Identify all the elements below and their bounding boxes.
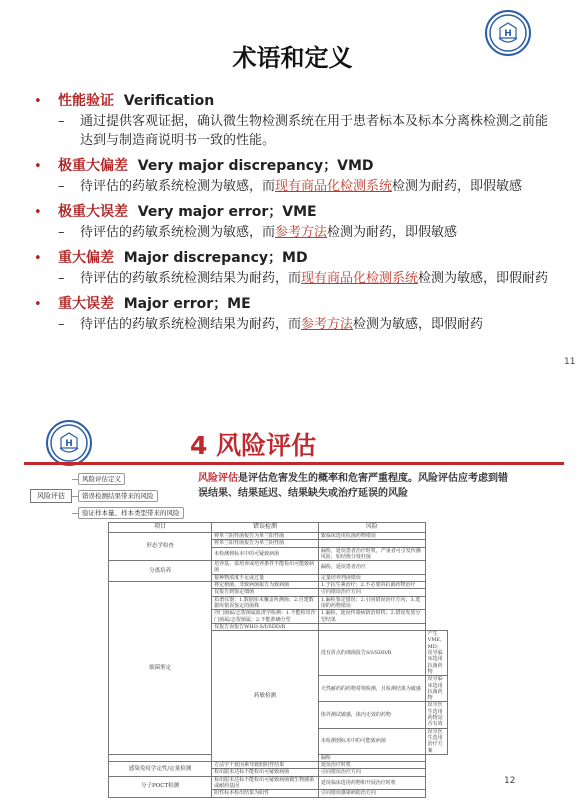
page-title: 4 风险评估 bbox=[190, 431, 317, 460]
table-cell-error: 阴性标本检出结果为阳性 bbox=[212, 790, 319, 797]
table-cell-risk: 致临床选用抗菌药物错误 bbox=[318, 533, 425, 540]
bullet-icon: • bbox=[34, 205, 42, 220]
table-cell-risk: 产生VME、MD；误导临床选用抗菌药物 bbox=[425, 631, 447, 676]
dash-icon: – bbox=[58, 225, 65, 240]
table-cell-error: 检出限未达标不能检出可疑致病菌 bbox=[212, 769, 319, 776]
term-cn: 重大偏差 bbox=[58, 250, 114, 266]
table-cell-error: 方法学干扰因素导致假阴性结果 bbox=[212, 762, 319, 769]
definition-term bbox=[34, 247, 554, 267]
table-row bbox=[109, 762, 448, 769]
risk-table bbox=[108, 522, 448, 798]
table-cell-error: 仅报告到鉴定细菌 bbox=[212, 589, 319, 596]
term-cn: 极重大偏差 bbox=[58, 158, 128, 174]
mindmap-root: 风险评估 bbox=[30, 489, 72, 503]
term-cn: 重大误差 bbox=[58, 296, 114, 312]
title-divider bbox=[24, 462, 564, 465]
table-cell-category: 细菌鉴定 bbox=[109, 582, 212, 755]
definition-term bbox=[34, 201, 554, 221]
table-row bbox=[109, 561, 448, 575]
slide-12 bbox=[0, 398, 585, 808]
bullet-icon: • bbox=[34, 94, 42, 109]
table-cell-error: 未检测到标本中的可疑致病菌 bbox=[212, 547, 319, 561]
hospital-logo bbox=[46, 420, 92, 466]
bullet-icon: • bbox=[34, 297, 42, 312]
table-row bbox=[109, 776, 448, 790]
table-cell-error: 天然耐药的药物常规检测，且检测结果为敏感 bbox=[318, 676, 425, 702]
table-cell-risk: 引向错误治疗方向 bbox=[318, 589, 425, 596]
mindmap-node: 风险评估定义 bbox=[78, 473, 125, 485]
term-en: Major discrepancy；MD bbox=[123, 250, 308, 266]
table-cell-error: 质谱仪器：1.数据库未覆盖所测菌；2.自建数据库错误鉴定的菌株 bbox=[212, 596, 319, 610]
mindmap bbox=[30, 472, 200, 522]
definition-desc: – 待评估的药敏系统检测结果为耐药，而现有商品化检测系统检测为敏感，即假耐药 bbox=[58, 271, 549, 286]
table-cell-risk: 漏检 bbox=[318, 754, 425, 761]
table-cell-category: 感染免疫学定性/定量检测 bbox=[109, 762, 212, 777]
table-cell-error: 未检测到标本中的可能致病菌 bbox=[318, 728, 425, 754]
dash-icon: – bbox=[58, 317, 65, 332]
table-cell-risk: 延误治疗时机 bbox=[318, 762, 425, 769]
definition-desc: – 通过提供客观证据，确认微生物检测系统在用于患者标本及标本分离株检测之前能达到与制造商说明书一致的性能。 bbox=[58, 114, 549, 148]
definition-desc: – 待评估的药敏系统检测为敏感，而参考方法检测为耐药，即假敏感 bbox=[58, 225, 458, 240]
table-cell-category: 分离培养 bbox=[109, 561, 212, 582]
table-cell-risk: 误导医生选用药物是否有效 bbox=[425, 702, 447, 728]
dash-icon: – bbox=[58, 179, 65, 194]
table-cell-risk bbox=[318, 540, 425, 547]
svg-text:H: H bbox=[65, 439, 73, 449]
table-cell-error: 检出限未达标不能检出可疑致病菌微生物感染或耐药基因 bbox=[212, 776, 319, 790]
page-number: 12 bbox=[504, 776, 516, 786]
page-number: 11 bbox=[564, 357, 576, 367]
table-cell-error: 接种物浓度不足或过量 bbox=[212, 574, 319, 581]
dash-icon: – bbox=[58, 114, 65, 129]
table-cell-error: 将革兰阴性菌报告为革兰阳性菌 bbox=[212, 533, 319, 540]
mindmap-node: 错误检测结果带来的风险 bbox=[78, 490, 158, 502]
table-cell-error: 仅报告误报告WHO-S/I/SDD/R bbox=[212, 623, 319, 630]
table-cell-risk bbox=[318, 623, 425, 630]
table-cell-risk: 引向错误感染病防治方向 bbox=[318, 790, 425, 797]
table-cell-error bbox=[109, 754, 212, 761]
table-row bbox=[109, 533, 448, 540]
definitions-list bbox=[34, 88, 554, 339]
table-cell-risk: 1.漏检鉴定错误；2.引向错误治疗方向；3.选用的药物错误 bbox=[318, 596, 425, 610]
table-cell-error: 体外测试敏感，体内无效的药物 bbox=[318, 702, 425, 728]
risk-table-body bbox=[109, 533, 448, 798]
definition-desc: – 待评估的药敏系统检测为敏感，而现有商品化检测系统检测为耐药，即假敏感 bbox=[58, 179, 523, 194]
definition-term bbox=[34, 293, 554, 313]
definition-term bbox=[34, 90, 554, 110]
table-cell-risk: 延误临床选用药物和开展治疗时机 bbox=[318, 776, 425, 790]
table-cell-category: 分子POCT检测 bbox=[109, 776, 212, 797]
dash-icon: – bbox=[58, 271, 65, 286]
column-header: 项目 bbox=[109, 523, 212, 533]
table-cell-error: 培养基、血培养或培养条件不能检出可能致病菌 bbox=[212, 561, 319, 575]
definition-desc: – 待评估的药敏系统检测结果为耐药，而参考方法检测为敏感，即假耐药 bbox=[58, 317, 484, 332]
table-header-row bbox=[109, 523, 448, 533]
hospital-emblem-icon bbox=[48, 422, 90, 464]
table-cell-risk: 误导医生选用治疗方案 bbox=[425, 728, 447, 754]
bullet-icon: • bbox=[34, 251, 42, 266]
table-row bbox=[109, 582, 448, 589]
term-en: Very major error；VME bbox=[137, 204, 317, 220]
table-cell-risk: 引向错误治疗方向 bbox=[318, 769, 425, 776]
term-en: Verification bbox=[123, 93, 215, 109]
page-title: 术语和定义 bbox=[232, 44, 353, 72]
table-cell-risk: 漏检，延误患者治疗时机，严重者可引发传播风险，如结核分枝杆菌 bbox=[318, 547, 425, 561]
bullet-icon: • bbox=[34, 159, 42, 174]
term-en: Very major discrepancy；VMD bbox=[137, 158, 374, 174]
table-cell-risk: 漏检，延误患者治疗 bbox=[318, 561, 425, 575]
table-cell-risk: 1.漏检，延误传染病防治时机；2.错误发放分型结果 bbox=[318, 610, 425, 624]
table-cell-error: 将定植菌、非致病菌报告为致病菌 bbox=[212, 582, 319, 589]
table-cell-error: 沙门菌属/志贺菌属血清学检测：1.不能检出沙门菌属/志贺菌属；2.不能准确分型 bbox=[212, 610, 319, 624]
term-cn: 性能验证 bbox=[58, 93, 114, 109]
table-cell-risk: 定量培养判读错误 bbox=[318, 574, 425, 581]
table-cell-category: 形态学检查 bbox=[109, 533, 212, 561]
term-en: Major error；ME bbox=[123, 296, 251, 312]
slide-11 bbox=[0, 0, 585, 378]
term-cn: 极重大误差 bbox=[58, 204, 128, 220]
table-cell-risk: 误导临床选用抗菌药物 bbox=[425, 676, 447, 702]
mindmap-node: 验证样本量、样本类型带来的风险 bbox=[78, 507, 184, 519]
table-cell-risk: 1.于抗生素治疗；2.不必要的抗菌药物治疗 bbox=[318, 582, 425, 589]
risk-description: 风险评估是评估危害发生的概率和危害严重程度。风险评估应考虑到错误结果、结果延迟、结果缺失或治疗延误的风险 bbox=[198, 473, 508, 499]
svg-text:H: H bbox=[504, 29, 512, 39]
table-cell-category: 药敏检测 bbox=[212, 631, 319, 762]
risk-term: 风险评估 bbox=[198, 473, 238, 484]
table-cell-error: 将革兰阳性菌报告为革兰阴性菌 bbox=[212, 540, 319, 547]
column-header: 错误检测 bbox=[212, 523, 319, 533]
column-header: 风险 bbox=[318, 523, 425, 533]
definition-term bbox=[34, 155, 554, 175]
table-cell-error: 没有折点的细菌报告S/I/SDD/R bbox=[318, 631, 425, 676]
